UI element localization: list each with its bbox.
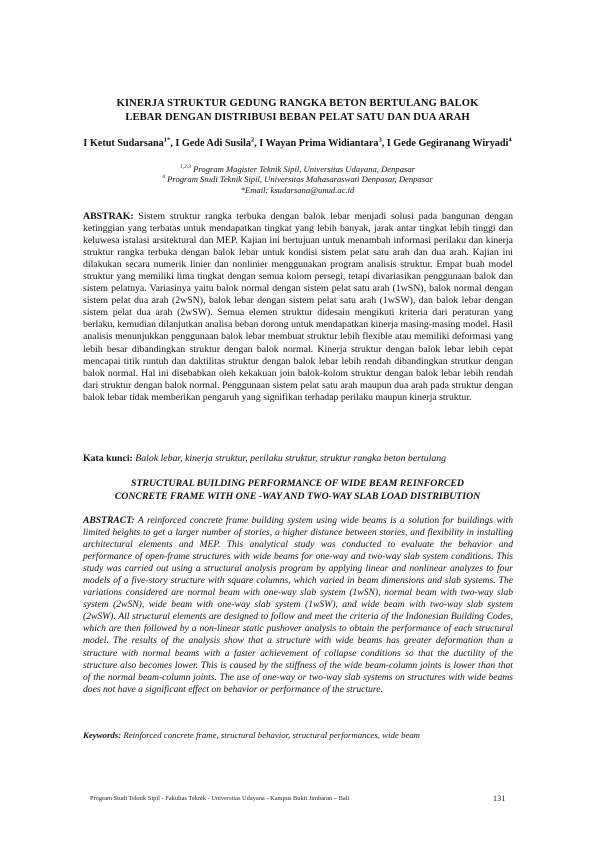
- author-2: , I Gede Adi Susila: [170, 138, 251, 149]
- english-title: [70, 478, 525, 503]
- affiliation-1-text: Program Magister Teknik Sipil, Universitas Udayana, Denpasar: [191, 164, 415, 174]
- author-1: I Ketut Sudarsana: [83, 138, 164, 149]
- abstrak-section: [83, 211, 513, 404]
- abstract-section: [83, 515, 513, 696]
- author-3-sup: 3: [378, 136, 382, 144]
- affiliation-2-text: Program Studi Teknik Sipil, Universitas Mahasaraswati Denpasar, Denpasar: [165, 174, 433, 185]
- affiliation-1: [60, 164, 535, 174]
- author-3: , I Wayan Prima Widiantara: [254, 138, 379, 149]
- kata-kunci-section: [83, 453, 513, 465]
- corresponding-email: *Email: ksudarsana@unud.ac.id: [240, 184, 355, 195]
- affiliation-2-sup: 4: [162, 174, 166, 181]
- paper-title-line-1: KINERJA STRUKTUR GEDUNG RANGKA BETON BERTULANG BALOK: [116, 98, 479, 109]
- affiliation-1-sup: 1,2,3: [180, 164, 191, 171]
- kata-kunci-label: Kata kunci:: [83, 453, 133, 464]
- author-2-sup: 2: [250, 136, 255, 144]
- english-title-line-1: STRUCTURAL BUILDING PERFORMANCE OF WIDE BEAM REINFORCED: [131, 478, 464, 489]
- author-4-sup: 4: [508, 136, 512, 144]
- affiliations: [60, 164, 535, 195]
- kata-kunci-text: Balok lebar, kinerja struktur, perilaku struktur, struktur rangka beton bertulang: [135, 453, 447, 464]
- abstract-label: ABSTRACT:: [83, 515, 135, 526]
- author-list: [70, 137, 525, 151]
- paper-title-line-2: LEBAR DENGAN DISTRIBUSI BEBAN PELAT SATU DAN DUA ARAH: [125, 112, 470, 123]
- page-footer: Program Studi Teknik Sipil - Fakultas Teknik - Universitas Udayana - Kampus Bukit Jimbaran – Bali: [90, 795, 350, 802]
- author-4: , I Gede Gegiranang Wiryadi: [381, 138, 509, 149]
- author-1-sup: 1*: [163, 136, 171, 144]
- keywords-label: Keywords:: [83, 730, 122, 740]
- affiliation-2: [60, 174, 535, 184]
- abstract-text: A reinforced concrete frame building system using wide beams is a solution for buildings with limited heights to get a larger number of stories, a higher distance between stories, and flexibility in installing architectural elements and MEP. This analytical study was conducted to evaluate the behavior and performance of open-frame structures with wide beams for one-way and two-way slab system conditions. This study was carried out using a structural analysis program by applying linear and nonlinear analyzes to four models of a five-story structure with square columns, which varied in beam dimensions and slab systems. The variations considered are normal beam with one-way slab system (1wSN), normal beam with two-way slab system (2wSN), wide beam with one-way slab system (1wSW), and wide beam with two-way slab system (2wSW). All structural elements are designed to follow and meet the criteria of the Indonesian Building Codes, which are then followed by a non-linear static pushover analysis to obtain the performance of each structural model. The results of the analysis show that a structure with wide beams has greater deformation than a structure with normal beams with a faster achievement of collapse conditions so that the ductility of the structure also becomes lower. This is caused by the stiffness of the wide beam-column joints is lower than that of the normal beam-column joints. The use of one-way or two-way slab systems on structures with wide beams does not have a significant effect on behavior or performance of the structure.: [83, 515, 513, 695]
- paper-title: [60, 97, 535, 125]
- abstrak-label: ABSTRAK:: [83, 211, 134, 222]
- keywords-section: [83, 730, 513, 741]
- keywords-text: Reinforced concrete frame, structural behavior, structural performances, wide beam: [123, 730, 421, 740]
- english-title-line-2: CONCRETE FRAME WITH ONE -WAY AND TWO-WAY SLAB LOAD DISTRIBUTION: [114, 490, 481, 502]
- abstrak-text: Sistem struktur rangka terbuka dengan balok lebar menjadi solusi pada bangunan dengan ketinggian yang terbatas untuk mendapatkan tingkat yang lebih banyak, jarak antar tingkat lebih tinggi dan keluwesa istalasi arsitektural dan MEP. Kajian ini bertujuan untuk menambah informasi perilaku dan kinerja struktur rangka terbuka dengan balok lebar untuk kondisi sistem pelat satu arah dan dua arah. Kajian ini dilakukan secara numerik linier dan nonlinier menggunakan program analisis struktur. Empat buah model struktur yang memiliki lima tingkat dengan semua kolom persegi, tetapi divariasikan penggunaan balok dan sistem pelatnya. Variasinya yaitu balok normal dengan sistem pelat satu arah (1wSN), balok normal dengan sistem pelat dua arah (2wSN), balok lebar dengan sistem pelat satu arah (1wSW), dan balok lebar dengan sistem pelat dua arah (2wSW). Semua elemen struktur didesain mengikuti kriteria dari peraturan yang berlaku, kemudian dilanjutkan analisa beban dorong untuk mendapatkan kinerja masing-masing model. Hasil analisis menunjukkan penggunaan balok lebar membuat struktur lebih flexible atau memiliki deformasi yang lebih besar dibandingkan struktur dengan balok normal. Kinerja struktur dengan balok lebar lebih cepat mencapai titik runtuh dan daktilitas struktur dengan balok lebar lebih rendah dibandingkan strutkur dengan balok normal. Hal ini disebabkan oleh kekakuan join balok-kolom struktur dengan balok lebar lebih rendah dari struktur dengan balok normal. Penggunaan sistem pelat satu arah maupun dua arah pada struktur dengan balok lebar tidak memberikan pengaruh yang signifikan terhadap perilaku maupun kinerja struktur.: [83, 211, 513, 403]
- page-number: 131: [493, 794, 506, 803]
